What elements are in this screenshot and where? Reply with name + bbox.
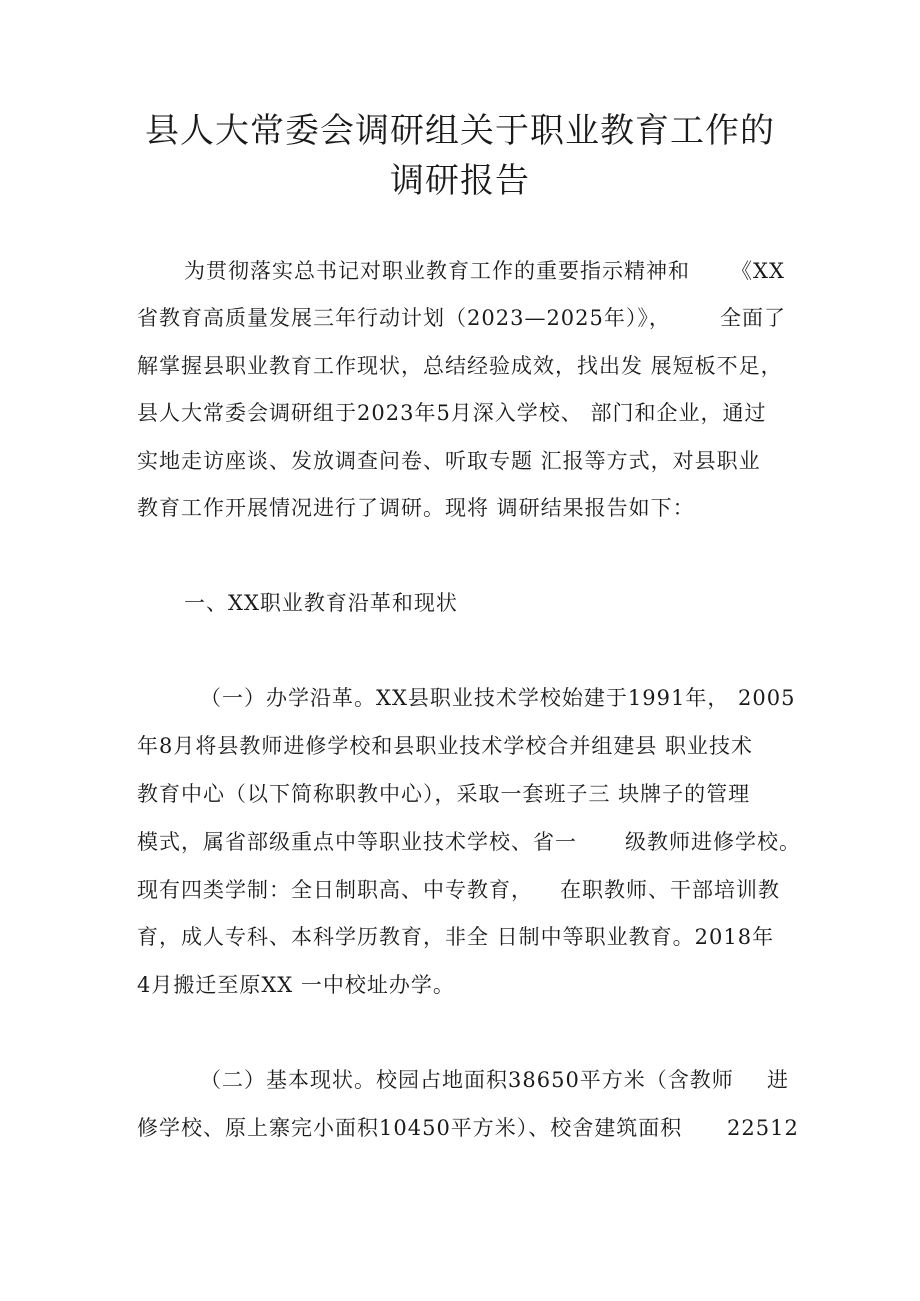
section-heading-1: 一、XX职业教育沿革和现状 [184,591,458,615]
para-1-line-4-end: 级教师进修学校。 [625,830,801,854]
intro-line-1-end: 《XX [731,259,785,283]
intro-line-2: 省教育高质量发展三年行动计划（2023—2025年）》， [137,306,671,330]
para-1-line-1-end: 2005 [738,686,796,710]
para-2-line-2: 修学校、原上寨完小面积10450平方米）、校舍建筑面积 [137,1116,683,1140]
intro-line-6: 教育工作开展情况进行了调研。现将 调研结果报告如下： [137,496,695,520]
intro-line-1: 为贯彻落实总书记对职业教育工作的重要指示精神和 [184,259,690,283]
para-2-line-1: （二）基本现状。校园占地面积38650平方米（含教师 [200,1068,734,1092]
para-1-line-5-end: 在职教师、干部培训教 [560,878,780,902]
intro-line-2-end: 全面了 [720,306,786,330]
para-1-line-1: （一）办学沿革。XX县职业技术学校始建于1991年， [200,686,730,710]
para-1-line-7: 4月搬迁至原XX 一中校址办学。 [137,973,455,997]
para-2-line-2-end: 22512 [727,1116,799,1140]
para-1-line-3: 教育中心（以下简称职教中心），采取一套班子三 块牌子的管理 [137,782,751,806]
intro-line-5: 实地走访座谈、发放调查问卷、听取专题 汇报等方式，对县职业 [137,449,761,473]
para-1-line-6: 育，成人专科、本科学历教育，非全 日制中等职业教育。2018年 [137,925,775,949]
para-2-line-1-end: 进 [767,1068,789,1092]
intro-line-3: 解掌握县职业教育工作现状，总结经验成效，找出发 展短板不足， [137,354,783,378]
intro-line-4: 县人大常委会调研组于2023年5月深入学校、 部门和企业，通过 [137,401,767,425]
para-1-line-2: 年8月将县教师进修学校和县职业技术学校合并组建县 职业技术 [137,734,754,758]
document-title-line-1: 县人大常委会调研组关于职业教育工作的 [145,111,775,151]
document-title-line-2: 调研报告 [390,161,530,201]
para-1-line-5: 现有四类学制：全日制职高、中专教育， [137,878,533,902]
para-1-line-4: 模式，属省部级重点中等职业技术学校、省一 [137,830,577,854]
